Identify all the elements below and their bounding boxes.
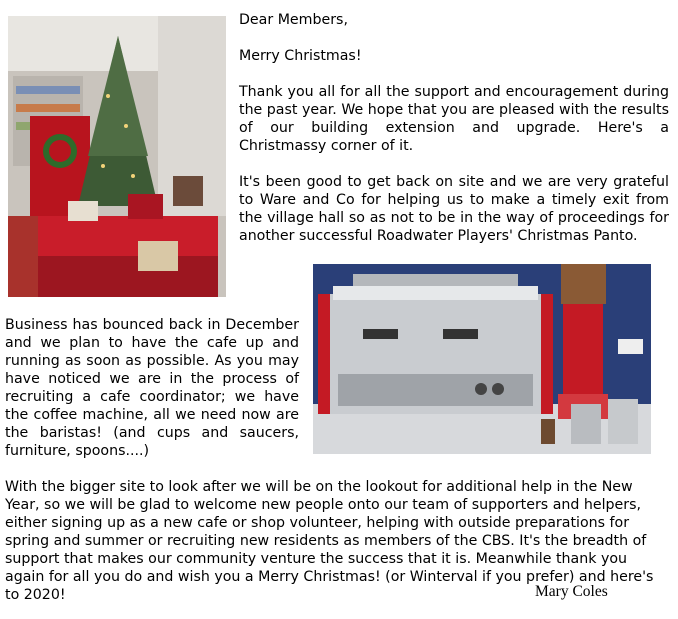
business-paragraph: Business has bounced back in December and we plan to have the cafe up and running as soon as possible. As you may have noticed we are in the process of recruiting a cafe coordinator; we have the coffee machine, all we need now are the baristas! (and cups and saucers, furniture, spoons....) — [5, 317, 299, 459]
coffee-machine-photo — [313, 264, 651, 454]
christmas-corner-photo — [8, 16, 226, 297]
christmas-greeting: Merry Christmas! — [239, 48, 362, 64]
thanks-paragraph: Thank you all for all the support and encouragement during the past year. We hope that you are pleased with the results of our building extension and upgrade. Here's a Christmassy corner of it. — [239, 84, 669, 154]
closing-paragraph: With the bigger site to look after we will be on the lookout for additional help in the New Year, so we will be glad to welcome new people onto our team of supporters and helpers, either signing up as a new cafe or shop volunteer, helping with outside preparations for spring and summer or recruiting new residents as members of the CBS. It's the breadth of support that makes our community venture the success that it is. Meanwhile thank you again for all you do and wish you a Merry Christmas! (or Winterval if you prefer) and here's to 2020! — [5, 479, 654, 603]
signature: Mary Coles — [535, 583, 608, 600]
greeting: Dear Members, — [239, 12, 348, 28]
ware-paragraph: It's been good to get back on site and we are very grateful to Ware and Co for helping us to make a timely exit from the village hall so as not to be in the way of proceedings for another successful Roadwater Players' Christmas Panto. — [239, 174, 669, 244]
